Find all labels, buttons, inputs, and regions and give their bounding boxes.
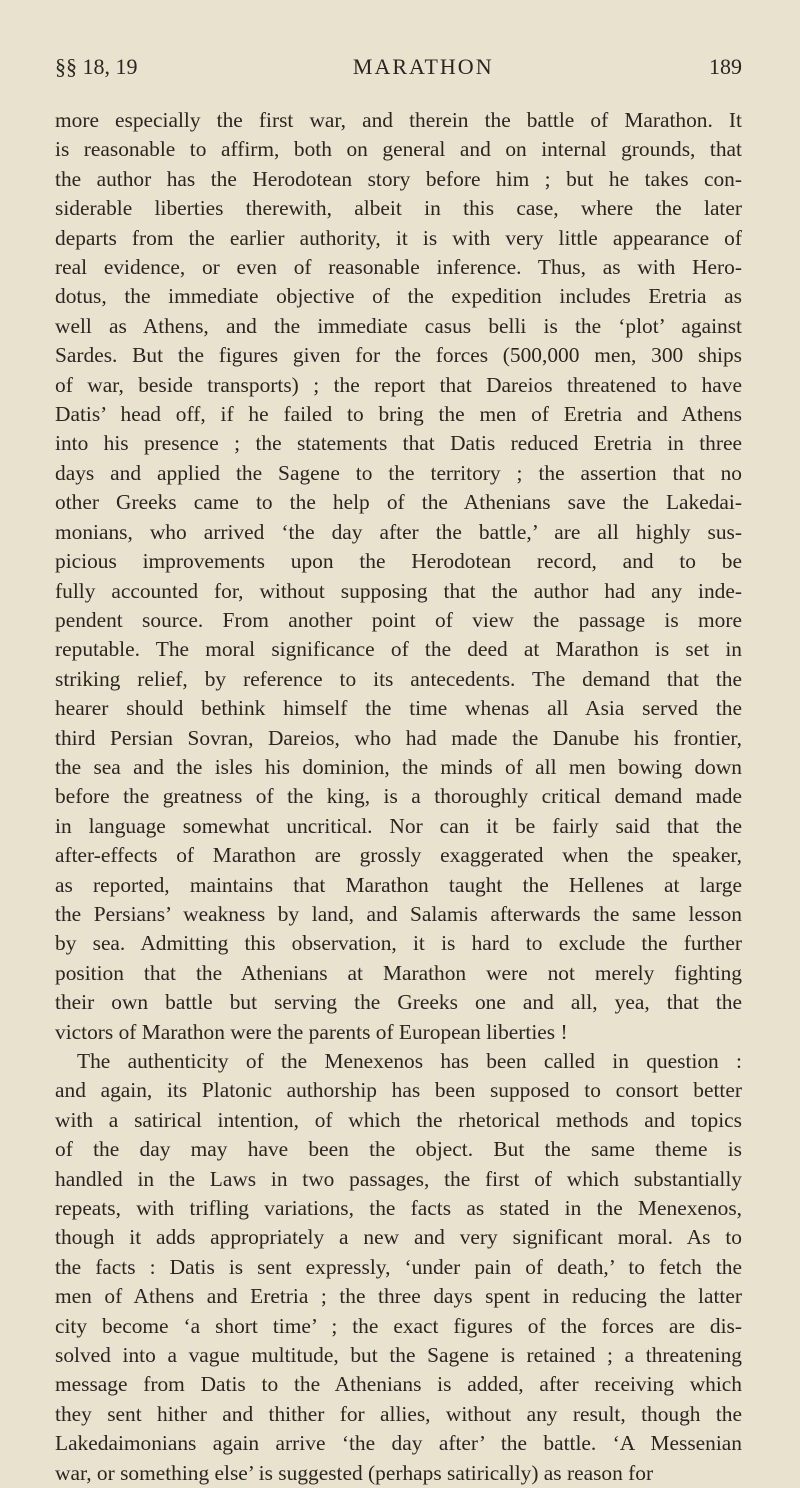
text-line: their own battle but serving the Greeks one and all, yea, that the (55, 990, 742, 1015)
text-line: of war, beside transports) ; the report that Dareios threatened to have (55, 372, 742, 397)
text-line: The authenticity of the Menexenos has been called in question : (77, 1049, 742, 1073)
text-line: well as Athens, and the immediate casus belli is the ‘plot’ against (55, 313, 742, 338)
section-reference: §§ 18, 19 (55, 54, 138, 79)
text-line: message from Datis to the Athenians is added, after receiving which (55, 1372, 742, 1397)
text-line: real evidence, or even of reasonable inference. Thus, as with Hero- (55, 255, 742, 280)
text-line: departs from the earlier authority, it is with very little appearance of (55, 225, 742, 250)
text-line: picious improvements upon the Herodotean record, and to be (55, 549, 742, 574)
text-line: Lakedaimonians again arrive ‘the day after’ the battle. ‘A Messenian (55, 1431, 742, 1456)
text-line: position that the Athenians at Marathon were not merely fighting (55, 960, 742, 985)
text-line: men of Athens and Eretria ; the three days spent in reducing the latter (55, 1284, 742, 1309)
text-line: though it adds appropriately a new and very significant moral. As to (55, 1225, 742, 1250)
text-line: hearer should bethink himself the time whenas all Asia served the (55, 696, 742, 721)
text-line: by sea. Admitting this observation, it is hard to exclude the further (55, 931, 742, 956)
text-line: the Persians’ weakness by land, and Salamis afterwards the same lesson (55, 901, 742, 926)
text-line: pendent source. From another point of view the passage is more (55, 607, 742, 632)
text-line: into his presence ; the statements that Datis reduced Eretria in three (55, 431, 742, 456)
text-line: the author has the Herodotean story before him ; but he takes con- (55, 166, 742, 191)
text-line: they sent hither and thither for allies, without any result, though the (55, 1401, 742, 1426)
body-text (55, 106, 742, 1488)
text-line: in language somewhat uncritical. Nor can it be fairly said that the (55, 813, 742, 838)
text-line: more especially the first war, and therein the battle of Marathon. It (55, 108, 742, 132)
text-line: Sardes. But the figures given for the forces (500,000 men, 300 ships (55, 343, 742, 368)
text-line: solved into a vague multitude, but the Sagene is retained ; a threatening (55, 1343, 742, 1368)
text-line: before the greatness of the king, is a thoroughly critical demand made (55, 784, 742, 809)
text-line: the facts : Datis is sent expressly, ‘under pain of death,’ to fetch the (55, 1254, 742, 1279)
text-line: reputable. The moral significance of the deed at Marathon is set in (55, 637, 742, 662)
text-line: after-effects of Marathon are grossly exaggerated when the speaker, (55, 843, 742, 868)
running-title: MARATHON (352, 54, 494, 79)
text-line: dotus, the immediate objective of the expedition includes Eretria as (55, 284, 742, 309)
text-line: third Persian Sovran, Dareios, who had made the Danube his frontier, (55, 725, 742, 750)
text-line: striking relief, by reference to its antecedents. The demand that the (55, 666, 742, 691)
text-line: other Greeks came to the help of the Athenians save the Lakedai- (55, 490, 742, 515)
text-line: Datis’ head off, if he failed to bring the men of Eretria and Athens (55, 402, 742, 427)
text-line: is reasonable to affirm, both on general and on internal grounds, that (55, 137, 742, 162)
page-number: 189 (709, 54, 742, 79)
text-line: war, or something else’ is suggested (perhaps satirically) as reason for (55, 1460, 654, 1485)
running-header (55, 54, 742, 92)
text-line: as reported, maintains that Marathon taught the Hellenes at large (55, 872, 742, 897)
text-line: of the day may have been the object. But the same theme is (55, 1137, 742, 1162)
text-line: handled in the Laws in two passages, the first of which substantially (55, 1166, 742, 1191)
text-line: and again, its Platonic authorship has been supposed to consort better (55, 1078, 742, 1103)
text-line: fully accounted for, without supposing that the author had any inde- (55, 578, 742, 603)
text-line: with a satirical intention, of which the rhetorical methods and topics (55, 1107, 742, 1132)
text-line: the sea and the isles his dominion, the minds of all men bowing down (55, 754, 742, 779)
text-line: victors of Marathon were the parents of European liberties ! (55, 1019, 568, 1044)
text-line: days and applied the Sagene to the territory ; the assertion that no (55, 460, 742, 485)
text-line: monians, who arrived ‘the day after the battle,’ are all highly sus- (55, 519, 742, 544)
text-line: city become ‘a short time’ ; the exact figures of the forces are dis- (55, 1313, 742, 1338)
text-line: siderable liberties therewith, albeit in this case, where the later (55, 196, 742, 221)
text-line: repeats, with trifling variations, the facts as stated in the Menexenos, (55, 1196, 742, 1221)
